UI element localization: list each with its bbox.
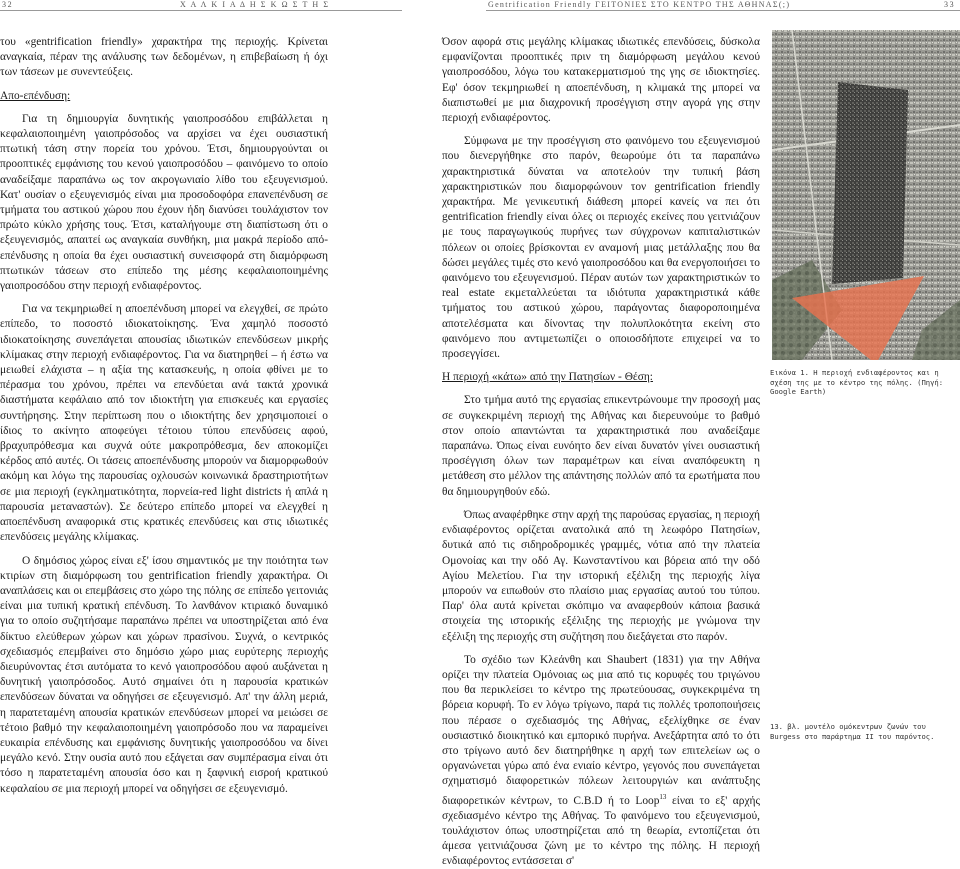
right-paragraph-4: Όπως αναφέρθηκε στην αρχή της παρούσας εργασίας, η περιοχή ενδιαφέροντος ορίζεται ανατολικά από τη λεωφόρο Πατησίων, δυτικά από τις σιδηροδρομικές γραμμές, νότια από την πλατεία Ομονοίας και την οδό Αγ. Κωνσταντίνου και βόρεια από την οδό Αγίου Μελετίου. Για την ιστορική εξέλιξη της περιοχής λίγα μπορούν να ειπωθούν στο πλαίσιο μιας εργασίας αυτού του τύπου. Παρ' όλα αυτά κρίνεται σκόπιμο να αναφερθούν κάποια βασικά στοιχεία της ιστορικής εξέλιξης της περιοχής με γνώμονα την εξέλιξη της περιοχής στη συζήτηση που διεξάγεται στο παρόν. bbox=[442, 508, 760, 643]
right-paragraph-5-part-a: Το σχέδιο των Κλεάνθη και Shaubert (1831) για την Αθήνα ορίζει την πλατεία Ομόνοιας ως μια από τις κορυφές του τριγώνου που θα περικλείσει το κέντρο της πρωτεύουσας, συγκεκριμένα τη βόρεια κορυφή. Το εν λόγω τρίγωνο, παρά τις πολλές τροποποιήσεις που πέρασε ο σχεδιασμός της Αθήνας, εξελίχθηκε σε έναν ουσιαστικό διοικητικό και εμπορικό πυρήνα. Ανεξάρτητα από το ότι στο τρίγωνο αυτό δεν διατηρήθηκε η αρχή των επιτελείων ως ο οργανώνεται γύρω από ένα ενιαίο κέντρο, γεγονός που συνεπάγεται σχηματισμό διαφορετικών πόλεων λειτουργιών και ανάπτυξης διαφορετικών κέντρων, το C.B.D ή το Loop bbox=[442, 653, 760, 807]
footnote-text: 13. βλ. μοντέλο ομόκεντρων ζωνών του Burgess στο παράρτημα ΙΙ του παρόντος. bbox=[770, 722, 935, 741]
right-page-number: 33 bbox=[944, 0, 956, 9]
right-header-rule bbox=[486, 10, 960, 11]
right-text-column bbox=[442, 35, 760, 869]
area-of-interest-block bbox=[832, 82, 908, 284]
right-paragraph-1: Όσον αφορά στις μεγάλης κλίμακας ιδιωτικές επενδύσεις, δύσκολα εμφανίζονται προοπτικές πριν τη διαμόρφωση μεγάλου κενού γαιοπροσόδου, λόγω του κατακερματισμού της γης σε ιδιοκτησίες. Εφ' όσον τεκμηριωθεί η αποεπένδυση, η κλιμακά της μπορεί να διαπιστωθεί με μια διαχρονική προσέγγιση στην αγορά γης στην περιοχή ενδιαφέροντος. bbox=[442, 36, 760, 125]
right-paragraph-5 bbox=[442, 653, 760, 869]
right-paragraph-3: Στο τμήμα αυτό της εργασίας επικεντρώνουμε την προσοχή μας σε συγκεκριμένη περιοχή της Αθήνας και διερευνούμε το βαθμό στον οποίο απαντώνται τα χαρακτηριστικά που αναδείξαμε παραπάνω. Όπως είναι ευνόητο δεν είναι δυνατόν γίνει ουσιαστική προσέγγιση όλων των παραμέτρων και είναι αναπόφευκτη η μετάθεση στο μέλλον της απάντησης πολλών από τα ερωτήματα που θα δημιουργηθούν εδώ. bbox=[442, 394, 760, 498]
figure-caption: Εικόνα 1. Η περιοχή ενδιαφέροντος και η σχέση της με το κέντρο της πόλης. (Πηγή: Google Earth) bbox=[770, 368, 944, 396]
left-text-column bbox=[0, 35, 328, 797]
right-running-header: Gentrification Friendly ΓΕΙΤΟΝΙΕΣ ΣΤΟ ΚΕΝΤΡΟ ΤΗΣ ΑΘΗΝΑΣ(;) bbox=[488, 0, 791, 9]
left-header-rule bbox=[0, 10, 402, 11]
left-paragraph-1: του «gentrification friendly» χαρακτήρα της περιοχής. Κρίνεται αναγκαία, πέραν της ανάλυσης των δεδομένων, η επιβεβαίωση ή όχι των τάσεων με συνεντεύξεις. bbox=[0, 36, 328, 79]
footnote-reference: 13 bbox=[659, 792, 667, 801]
section-heading-area: Η περιοχή «κάτω» από την Πατησίων - Θέση: bbox=[442, 371, 653, 384]
left-page-number: 32 bbox=[2, 0, 14, 9]
left-paragraph-2: Για τη δημιουργία δυνητικής γαιοπροσόδου επιβάλλεται η κεφαλαιοποιημένη γαιοπρόσοδος να αρχίσει να έχει ουσιαστική πτωτική τάση στην πορεία του χρόνου. Έτσι, δημιουργούνται οι προοπτικές εμφάνισης του κενού γαιοπροσόδου – φαινόμενο το οποίο αναδείξαμε παραπάνω ως τον ακρογωνιαίο λίθο του εξευγενισμού. Κατ' ουσίαν ο εξευγενισμός είναι μια προσοδοφόρα επανεπένδυση σε τμήματα του αστικού χώρου που έχουν ήδη διανύσει τουλάχιστον τον πρώτο κύκλο χρήσης τους. Έτσι, καταλήγουμε στη διαπίστωση ότι ο εξευγενισμός, απαιτεί ως αναγκαία συνθήκη, μια μακρά περίοδο από-επένδυσης η οποία θα έχει ουσιαστική συνεισφορά στη διαμόρφωση πτωτικών τάσεων στο επίπεδο της μέσης κεφαλαιοποιημένης γαιοπροσόδου στην περιοχή ενδιαφέροντος. bbox=[0, 112, 328, 293]
aerial-photo bbox=[772, 30, 960, 360]
section-heading-disinvestment: Απο-επένδυση: bbox=[0, 89, 71, 102]
right-paragraph-5-part-b: είναι το εξ' αρχής σχεδιασμένο κέντρο της Αθήνας. Το φαινόμενο του εξευγενισμού, τουλάχιστον όπως υποστηρίζεται από τη θεωρία, εντοπίζεται ότι άμεσα γειτνιάζουσα ζώνη με το κέντρο της πόλης. Η περιοχή ενδιαφέροντος εντάσσεται σ' bbox=[442, 794, 760, 868]
left-paragraph-3: Για να τεκμηριωθεί η αποεπένδυση μπορεί να ελεγχθεί, σε πρώτο επίπεδο, το ποσοστό ιδιοκατοίκησης. Ένα χαμηλό ποσοστό ιδιοκατοίκησης συνεπάγεται απουσίας ιδιωτικών επενδύσεων μικρής κλίμακας στην περιοχή ενδιαφέροντος. Για να διατηρηθεί – ή έστω να μειωθεί ελάχιστα – η αξία της κατασκευής, η οποία φθίνει με το πέρασμα του χρόνου, πρέπει να επενδύεται ανά τακτά χρονικά διαστήματα κεφάλαιο από τον ιδιοκτήτη για επισκευές και εργασίες συντήρησης. Στην περίπτωση που ο ιδιοκτήτης δεν χρησιμοποιεί ο ίδιος το ακίνητο αποφεύγει τέτοιου τύπου επενδύσεις αφού, βραχυπρόθεσμα και συχνά ούτε μακροπρόθεσμα, δεν αποκομίζει κέρδος από αυτές. Οι τάσεις αποεπένδυσης μπορούν να διαμορφωθούν ακόμη και λόγω της παρουσίας οχλουσών κοινωνικά δραστηριοτήτων σε μια περιοχή (εγκληματικότητα, πορνεία-red light districts ή απλά η παρουσία μεταναστών). Σε δεύτερο επίπεδο μπορεί να ελεγχθεί η αποεπένδυση αναφορικά στις κρατικές επενδύσεις και στις ιδιωτικές επενδύσεις μεγάλης κλίμακας. bbox=[0, 303, 328, 544]
left-running-header: Χ Α Λ Κ Ι Α Δ Η Σ Κ Ω Σ Τ Η Σ bbox=[180, 0, 330, 9]
right-paragraph-2: Σύμφωνα με την προσέγγιση στο φαινόμενο του εξευγενισμού που διενεργήθηκε στο παρόν, θεωρούμε ότι τα παραπάνω χαρακτηριστικά δύναται να αποτελούν την τυπική βάση χαρακτηριστικών που διαμορφώνουν τον gentrification friendly χαρακτήρα. Με γενικευτική διάθεση μπορεί κανείς να πει ότι gentrification friendly είναι όλες οι περιοχές εκείνες που γειτνιάζουν με τους παραγωγικούς πυρήνες των σύγχρονων καπιταλιστικών πόλεων οι οποίες βρίσκονται εν αναμονή μιας μετάλλαξης που θα δώσει μεγάλες τιμές στο κενό γαιοπροσόδου και θα ενεργοποιήσει το φαινόμενο του εξευγενισμού. Πέραν αυτών των χαρακτηριστικών το real estate εκμεταλλεύεται τα ιδιότυπα χαρακτηριστικά κάθε τμήματος του αστικού χώρου, παράγοντας διαφοροποιημένα αποτελέσματα και δίνοντας την πολυπλοκότητα εκείνη στο φαινόμενο που αντιμετωπίζει ο οποιοσδήποτε επιχειρεί να το προσεγγίσει. bbox=[442, 135, 760, 361]
left-paragraph-4: Ο δημόσιος χώρος είναι εξ' ίσου σημαντικός με την ποιότητα των κτιρίων στη διαμόρφωση του gentrification friendly χαρακτήρα. Οι αναπλάσεις και οι επεμβάσεις στο χώρο της πόλης σε επίπεδο γειτονιάς είναι μια τυπική κρατική επένδυση. Το λανθάνον κτιριακό δυναμικό για το οποίο συζητήσαμε παραπάνω πρέπει να υποστηρίζεται από ένα δίκτυο ελεύθερων χώρων και χώρων πρασίνου. Συχνά, ο κεντρικός σχεδιασμός επεμβαίνει στο δημόσιο χώρο μιας ευρύτερης περιοχής διευρύνοντας έτσι αυτόματα το κενό γαιοπροσόδου αφού αυξάνεται η δυνητική γαιοπρόσοδος. Αυτό σημαίνει ότι η παρουσία κρατικών επενδύσεων δύναται να οδηγήσει σε εξευγενισμό. Απ' την άλλη μεριά, η παρατεταμένη απουσία κρατικών επενδύσεων μπορεί να μειώσει σε τέτοιο βαθμό την κεφαλαιοποιημένη γαιοπρόσοδο που να παραμείνει ευκαιρία επένδυσης και εμφάνισης δυνητικής γαιοπροσόδου να δίνει μεγάλο κενό. Στην ουσία αυτό που εξάγεται σαν συμπέρασμα είναι ότι τόσο η παρατεταμένη απουσία όσο και η ξαφνική εισροή κρατικού κεφαλαίου σε μια περιοχή μπορεί να οδηγήσει σε εξευγενισμό. bbox=[0, 554, 328, 795]
